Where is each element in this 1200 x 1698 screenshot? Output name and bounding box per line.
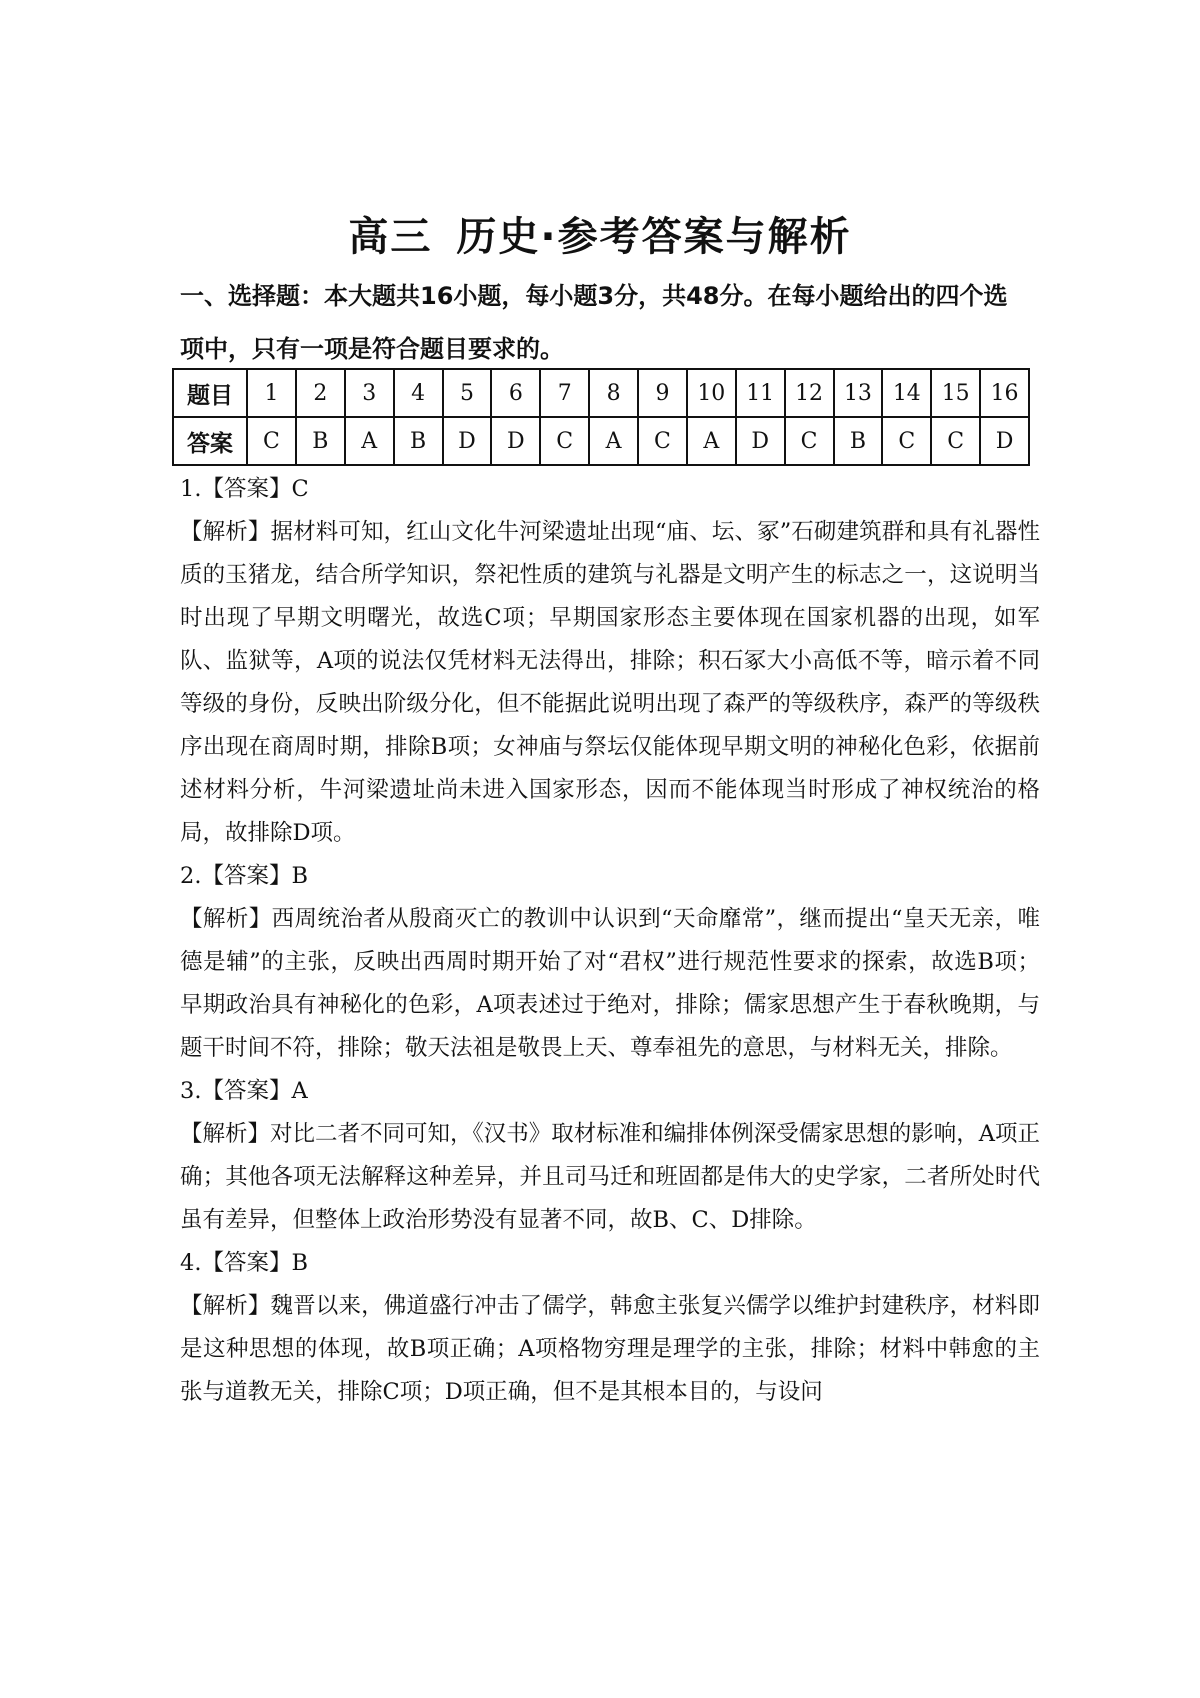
answer-cell: A (687, 417, 736, 465)
question-number: 2 (296, 369, 345, 417)
section-heading: 一、选择题：本大题共16小题，每小题3分，共48分。在每小题给出的四个选项中，只有一项是符合题目要求的。 (180, 282, 1008, 363)
answer-cell: B (296, 417, 345, 465)
answer-cell: C (638, 417, 687, 465)
answer-line-1: 1.【答案】C (180, 476, 309, 502)
answer-cell: C (247, 417, 296, 465)
title-grade: 高三 (348, 214, 433, 260)
analysis-1: 【解析】据材料可知，红山文化牛河梁遗址出现“庙、坛、冢”石砌建筑群和具有礼器性质的玉猪龙，结合所学知识，祭祀性质的建筑与礼器是文明产生的标志之一，这说明当时出现了早期文明曙光，故选C项；早期国家形态主要体现在国家机器的出现，如军队、监狱等，A项的说法仅凭材料无法得出，排除；积石冢大小高低不等，暗示着不同等级的身份，反映出阶级分化，但不能据此说明出现了森严的等级秩序，森严的等级秩序出现在商周时期，排除B项；女神庙与祭坛仅能体现早期文明的神秘化色彩，依据前述材料分析，牛河梁遗址尚未进入国家形态，因而不能体现当时形成了神权统治的格局，故排除D项。 (180, 519, 1040, 846)
question-number: 7 (540, 369, 589, 417)
analysis-3: 【解析】对比二者不同可知，《汉书》取材标准和编排体例深受儒家思想的影响，A项正确；其他各项无法解释这种差异，并且司马迁和班固都是伟大的史学家，二者所处时代虽有差异，但整体上政治形势没有显著不同，故B、C、D排除。 (180, 1121, 1041, 1233)
answer-cell: B (394, 417, 443, 465)
answer-cell: D (491, 417, 540, 465)
question-number: 6 (491, 369, 540, 417)
answer-cell: C (785, 417, 834, 465)
answer-cell: C (540, 417, 589, 465)
answer-cell: D (736, 417, 785, 465)
answer-cell: A (345, 417, 394, 465)
answer-cell: C (931, 417, 980, 465)
answer-line-2: 2.【答案】B (180, 863, 309, 889)
answer-table (172, 368, 1030, 466)
question-number: 1 (247, 369, 296, 417)
question-number: 11 (736, 369, 785, 417)
answer-cell: A (589, 417, 638, 465)
answer-table-row-numbers (173, 369, 1029, 417)
question-number: 4 (394, 369, 443, 417)
question-number: 16 (980, 369, 1029, 417)
analysis-4: 【解析】魏晋以来，佛道盛行冲击了儒学，韩愈主张复兴儒学以维护封建秩序，材料即是这种思想的体现，故B项正确；A项格物穷理是理学的主张，排除；材料中韩愈的主张与道教无关，排除C项；D项正确，但不是其根本目的，与设问 (180, 1293, 1040, 1405)
analysis-2: 【解析】西周统治者从殷商灭亡的教训中认识到“天命靡常”，继而提出“皇天无亲，唯德是辅”的主张，反映出西周时期开始了对“君权”进行规范性要求的探索，故选B项；早期政治具有神秘化的色彩，A项表述过于绝对，排除；儒家思想产生于春秋晚期，与题干时间不符，排除；敬天法祖是敬畏上天、尊奉祖先的意思，与材料无关，排除。 (180, 906, 1040, 1061)
title-subject: 历史·参考答案与解析 (456, 214, 852, 260)
question-number: 5 (443, 369, 492, 417)
question-number: 10 (687, 369, 736, 417)
question-number: 9 (638, 369, 687, 417)
explanations (180, 468, 1040, 1414)
answer-cell: B (834, 417, 883, 465)
answer-cell: C (882, 417, 931, 465)
answer-cell: D (443, 417, 492, 465)
page-title (0, 205, 1200, 262)
question-number: 13 (834, 369, 883, 417)
question-number: 8 (589, 369, 638, 417)
question-number: 3 (345, 369, 394, 417)
question-number: 12 (785, 369, 834, 417)
answer-line-3: 3.【答案】A (180, 1078, 308, 1104)
row-header-answers: 答案 (173, 417, 247, 465)
question-number: 15 (931, 369, 980, 417)
row-header-questions: 题目 (173, 369, 247, 417)
answer-line-4: 4.【答案】B (180, 1250, 309, 1276)
answer-cell: D (980, 417, 1029, 465)
answer-table-row-answers (173, 417, 1029, 465)
question-number: 14 (882, 369, 931, 417)
